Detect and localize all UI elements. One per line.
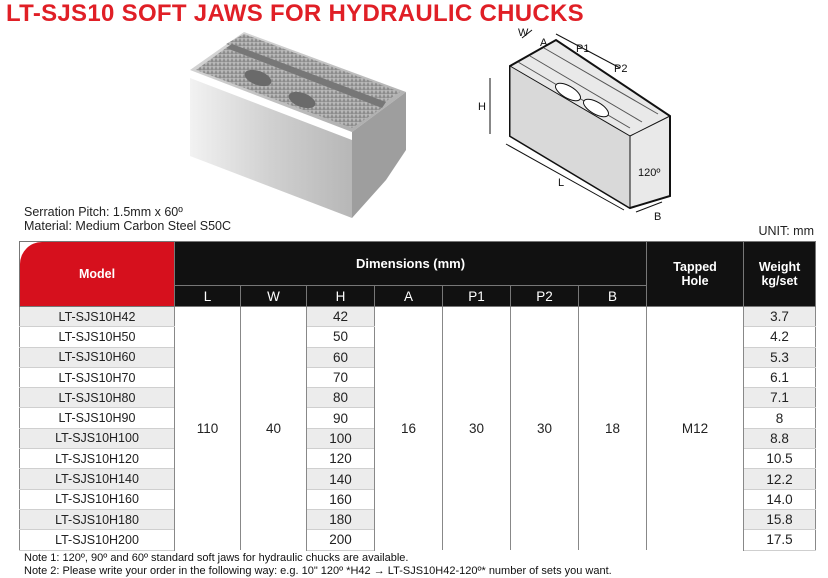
cell-a: 16	[375, 307, 443, 551]
page-title: LT-SJS10 SOFT JAWS FOR HYDRAULIC CHUCKS	[6, 0, 584, 27]
header-weight	[744, 242, 816, 307]
col-l: L	[175, 286, 241, 307]
cell-weight: 12.2	[744, 469, 816, 489]
label-l: L	[558, 177, 565, 189]
cell-model: LT-SJS10H200	[20, 530, 175, 550]
header-tapped-line2: Hole	[681, 274, 709, 288]
table-body	[20, 307, 816, 551]
cell-model: LT-SJS10H50	[20, 327, 175, 347]
cell-h: 160	[307, 489, 375, 509]
table-row	[20, 307, 816, 327]
cell-h: 70	[307, 367, 375, 387]
header-tapped-hole	[647, 242, 744, 307]
note-1: Note 1: 120º, 90º and 60º standard soft jaws for hydraulic chucks are available.	[24, 552, 409, 564]
cell-h: 50	[307, 327, 375, 347]
cell-weight: 6.1	[744, 367, 816, 387]
cell-model: LT-SJS10H160	[20, 489, 175, 509]
label-b: B	[654, 211, 662, 222]
cell-h: 80	[307, 388, 375, 408]
header-tapped-line1: Tapped	[673, 260, 717, 274]
cell-model: LT-SJS10H140	[20, 469, 175, 489]
cell-model: LT-SJS10H180	[20, 509, 175, 529]
cell-p2: 30	[511, 307, 579, 551]
notes	[24, 552, 612, 577]
material: Material: Medium Carbon Steel S50C	[24, 219, 232, 233]
header-model: Model	[20, 242, 175, 307]
dimension-drawing	[470, 26, 700, 222]
cell-weight: 14.0	[744, 489, 816, 509]
header-weight-line2: kg/set	[761, 274, 798, 288]
spec-table	[19, 241, 816, 551]
cell-h: 140	[307, 469, 375, 489]
label-p2: P2	[614, 63, 628, 75]
cell-model: LT-SJS10H100	[20, 428, 175, 448]
col-a: A	[375, 286, 443, 307]
cell-h: 90	[307, 408, 375, 428]
cell-model: LT-SJS10H42	[20, 307, 175, 327]
col-p2: P2	[511, 286, 579, 307]
cell-weight: 3.7	[744, 307, 816, 327]
cell-model: LT-SJS10H120	[20, 449, 175, 469]
cell-weight: 17.5	[744, 530, 816, 550]
cell-tapped: M12	[647, 307, 744, 551]
cell-model: LT-SJS10H80	[20, 388, 175, 408]
cell-model: LT-SJS10H90	[20, 408, 175, 428]
cell-p1: 30	[443, 307, 511, 551]
cell-model: LT-SJS10H60	[20, 347, 175, 367]
cell-h: 180	[307, 509, 375, 529]
label-w: W	[518, 27, 529, 39]
cell-weight: 10.5	[744, 449, 816, 469]
col-b: B	[579, 286, 647, 307]
cell-h: 200	[307, 530, 375, 550]
cell-weight: 8.8	[744, 428, 816, 448]
soft-jaw-photo	[186, 30, 414, 220]
serration-pitch: Serration Pitch: 1.5mm x 60º	[24, 205, 183, 219]
col-w: W	[241, 286, 307, 307]
cell-weight: 7.1	[744, 388, 816, 408]
label-p1: P1	[576, 43, 590, 55]
cell-weight: 8	[744, 408, 816, 428]
cell-b: 18	[579, 307, 647, 551]
header-weight-line1: Weight	[758, 260, 801, 274]
cell-weight: 5.3	[744, 347, 816, 367]
cell-model: LT-SJS10H70	[20, 367, 175, 387]
label-a: A	[540, 37, 548, 49]
col-h: H	[307, 286, 375, 307]
cell-h: 120	[307, 449, 375, 469]
cell-h: 60	[307, 347, 375, 367]
unit-label: UNIT: mm	[758, 224, 814, 238]
label-h: H	[478, 101, 486, 113]
cell-l: 110	[175, 307, 241, 551]
label-angle: 120º	[638, 167, 661, 179]
cell-h: 42	[307, 307, 375, 327]
cell-weight: 15.8	[744, 509, 816, 529]
cell-w: 40	[241, 307, 307, 551]
note-2: Note 2: Please write your order in the following way: e.g. 10" 120º *H42 → LT-SJS10H42-120º* number of sets you want.	[24, 564, 612, 577]
cell-weight: 4.2	[744, 327, 816, 347]
header-dimensions: Dimensions (mm)	[175, 242, 647, 286]
cell-h: 100	[307, 428, 375, 448]
col-p1: P1	[443, 286, 511, 307]
